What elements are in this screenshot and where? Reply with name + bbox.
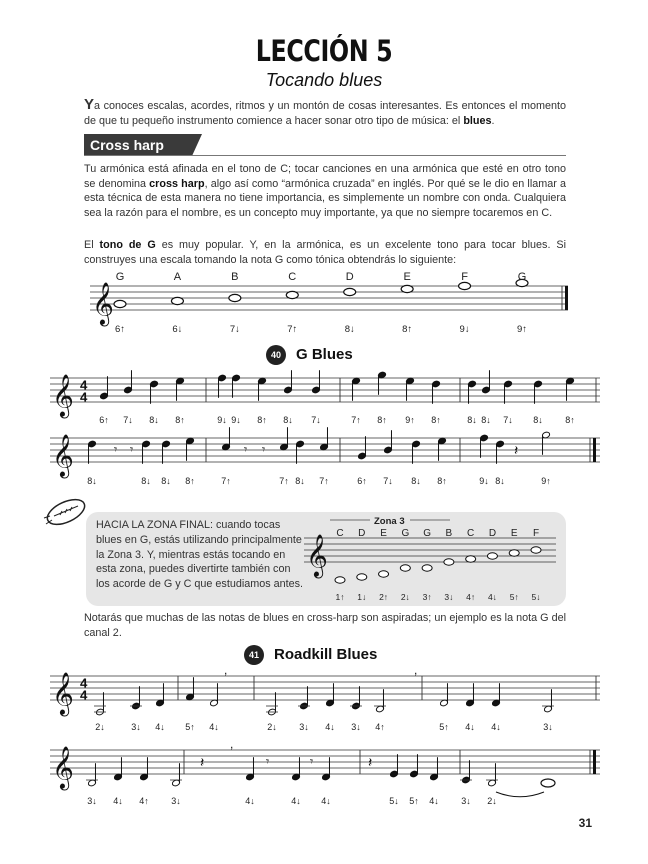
tab-label: 7↓: [123, 415, 133, 425]
page-number: 31: [578, 816, 592, 830]
whole-note: [401, 285, 413, 292]
tab-label: 4↓: [209, 722, 219, 732]
intro-dropcap: Y: [84, 96, 95, 113]
zone-note-name: C: [467, 528, 475, 539]
zone-label: Zona 3: [374, 516, 405, 527]
callout-text: HACIA LA ZONA FINAL: cuando tocas blues en G, estás utilizando principalmente la Zona 3. Y, mientras estás tocando en esta zona, puedes divertirte también con los acorde de G y C que estudiamos antes.: [96, 519, 304, 591]
tab-label: 3↓: [461, 796, 471, 806]
whole-note: [344, 288, 356, 295]
tab-label: 7↑: [287, 324, 298, 335]
time-signature-bottom: 4: [80, 389, 88, 405]
scale-note-name: F: [461, 271, 468, 283]
time-signature-bottom: 4: [80, 687, 88, 703]
whole-note: [286, 291, 298, 298]
intro-bold: blues: [463, 114, 492, 127]
tab-label: 9↓: [479, 476, 489, 486]
tab-label: 8↓: [161, 476, 171, 486]
tab-label: 8↑: [175, 415, 185, 425]
eighth-rest-icon: 𝄾: [266, 754, 270, 769]
time-signature-top: 4: [80, 675, 88, 691]
zone-whole-note: [487, 553, 497, 559]
song-title-roadkill-blues: Roadkill Blues: [274, 646, 378, 663]
eighth-rest-icon: 𝄾: [130, 442, 134, 457]
scale-note-name: G: [517, 271, 527, 283]
tab-label: 7↓: [503, 415, 513, 425]
para2-bold: tono de G: [99, 239, 156, 251]
tab-label: 4↓: [113, 796, 123, 806]
tab-label: 7↓: [383, 476, 393, 486]
scale-note-name: D: [345, 271, 354, 283]
tab-label: 4↑: [139, 796, 149, 806]
treble-clef-icon: 𝄞: [306, 533, 328, 576]
tab-label: 6↑: [114, 324, 126, 335]
eighth-rest-icon: 𝄾: [262, 442, 266, 457]
g-blues-score: [0, 366, 648, 496]
tab-label: 9↑: [541, 476, 551, 486]
tab-label: 4↓: [291, 796, 301, 806]
zone-note-name: C: [336, 528, 344, 539]
final-barline: [565, 286, 568, 310]
scale-note-name: C: [288, 271, 297, 283]
whole-note: [541, 779, 555, 787]
tie-curve: [496, 792, 544, 797]
eighth-rest-icon: 𝄾: [310, 754, 314, 769]
time-signature-top: 4: [80, 377, 88, 393]
whole-note: [459, 282, 471, 289]
scale-note-name: B: [231, 271, 239, 283]
tab-label: 5↓: [389, 796, 399, 806]
tab-label: 8↑: [437, 476, 447, 486]
zone-note-name: B: [445, 528, 453, 539]
tab-label: 6↑: [357, 476, 367, 486]
zone-note-name: E: [380, 528, 387, 539]
zone-note-name: D: [488, 528, 497, 539]
zone-whole-note: [509, 550, 519, 556]
treble-clef-icon: 𝄞: [52, 433, 74, 476]
quarter-rest-icon: 𝄽: [368, 753, 373, 770]
tab-label: 4↓: [325, 722, 335, 732]
tab-label: 3↓: [444, 592, 454, 602]
tab-label: 9↓: [459, 324, 470, 335]
intro-paragraph: [84, 98, 566, 128]
scale-note-name: G: [115, 271, 125, 283]
zone-note-name: F: [532, 528, 540, 539]
tab-label: 8↓: [533, 415, 543, 425]
tab-label: 8↑: [257, 415, 267, 425]
tab-label: 5↑: [509, 592, 519, 602]
zone-3-staff: [300, 514, 562, 606]
tab-label: 8↑: [565, 415, 575, 425]
treble-clef-icon: 𝄞: [52, 671, 74, 714]
tab-label: 4↓: [465, 722, 475, 732]
zone-whole-note: [357, 574, 367, 580]
para2-text-b: es muy popular. Y, en la armónica, es un excelente tono para tocar blues. Si construyes una escala tomando la nota G como tónica obtendrás lo siguiente:: [84, 239, 566, 266]
tab-label: 8↓: [481, 415, 491, 425]
treble-clef-icon: 𝄞: [52, 745, 74, 788]
zone-note-name: G: [401, 528, 410, 539]
tab-label: 5↑: [409, 796, 419, 806]
tab-label: 9↑: [405, 415, 415, 425]
whole-note: [171, 297, 183, 304]
tab-label: 8↓: [141, 476, 151, 486]
zone-whole-note: [379, 571, 389, 577]
tab-label: 7↓: [311, 415, 321, 425]
tab-label: 8↓: [495, 476, 505, 486]
tab-label: 1↑: [335, 592, 345, 602]
zone-note-name: E: [510, 528, 518, 539]
zone-whole-note: [422, 565, 432, 571]
breath-mark-icon: ,: [224, 666, 228, 677]
zone-whole-note: [466, 556, 476, 562]
tab-label: 9↓: [217, 415, 227, 425]
tab-label: 5↑: [185, 722, 195, 732]
tab-label: 2↓: [400, 592, 410, 602]
scale-note-name: E: [403, 271, 411, 283]
section-heading-cross-harp: Cross harp: [84, 134, 192, 156]
tab-label: 8↓: [295, 476, 305, 486]
tab-label: 7↑: [279, 476, 289, 486]
quarter-rest-icon: 𝄽: [514, 441, 519, 458]
tab-label: 4↓: [245, 796, 255, 806]
zone-whole-note: [444, 559, 454, 565]
para1-text-b: , algo así como “armónica cruzada” en inglés. Por qué se le dio en llamar a esta técnica de esta manera no tiene importancia, es simplemente un nombre con onda. Cualquiera sea la razón para el nombre, es un concepto muy importante, ya que no siempre tocaremos en C.: [84, 177, 566, 219]
tab-label: 5↓: [531, 592, 541, 602]
para2-text-a: El: [84, 239, 100, 251]
roadkill-blues-score: [0, 666, 648, 812]
tab-label: 2↓: [267, 722, 277, 732]
song-title-g-blues: G Blues: [296, 346, 353, 363]
tab-label: 3↓: [351, 722, 361, 732]
tab-label: 8↓: [344, 324, 355, 335]
g-scale-staff: [0, 266, 648, 340]
tab-label: 2↓: [487, 796, 497, 806]
tab-label: 8↓: [149, 415, 159, 425]
tab-label: 8↑: [402, 324, 413, 335]
treble-clef-icon: 𝄞: [92, 281, 114, 324]
cross-harp-paragraph: [84, 162, 566, 220]
tab-label: 3↓: [171, 796, 181, 806]
tab-label: 3↓: [131, 722, 141, 732]
tab-label: 8↑: [185, 476, 195, 486]
tab-label: 4↑: [466, 592, 476, 602]
tab-label: 4↓: [155, 722, 165, 732]
tab-label: 8↓: [87, 476, 97, 486]
aspiradas-paragraph: Notarás que muchas de las notas de blues en cross-harp son aspiradas; un ejemplo es la nota G del canal 2.: [84, 612, 566, 639]
song-number-badge: 40: [266, 345, 286, 365]
breath-mark-icon: ,: [230, 737, 234, 751]
tono-g-paragraph: [84, 238, 566, 267]
tab-label: 7↑: [221, 476, 231, 486]
treble-clef-icon: 𝄞: [52, 373, 74, 416]
tab-label: 4↓: [491, 722, 501, 732]
tab-label: 9↑: [516, 324, 528, 335]
tab-label: 4↓: [429, 796, 439, 806]
tab-label: 3↓: [543, 722, 553, 732]
breath-mark-icon: ,: [414, 666, 418, 677]
tab-label: 8↓: [411, 476, 421, 486]
tab-label: 8↓: [283, 415, 293, 425]
quarter-rest-icon: 𝄽: [200, 753, 205, 770]
tab-label: 3↑: [422, 592, 432, 602]
tab-label: 2↑: [379, 592, 389, 602]
tab-label: 9↓: [231, 415, 241, 425]
final-barline: [593, 750, 596, 774]
scale-note-name: A: [173, 271, 182, 283]
para1-bold: cross harp: [149, 177, 205, 190]
tab-label: 1↓: [357, 592, 367, 602]
tab-label: 6↑: [99, 415, 109, 425]
tab-label: 7↑: [351, 415, 361, 425]
zone-whole-note: [335, 577, 345, 583]
final-barline: [593, 438, 596, 462]
tab-label: 6↓: [172, 324, 183, 335]
para1-text-a: Tu armónica está afinada en el tono de C; tocar canciones en una armónica que esté en otro tono se denomina: [84, 163, 566, 190]
zone-whole-note: [531, 547, 541, 553]
tab-label: 3↓: [299, 722, 309, 732]
eighth-rest-icon: 𝄾: [244, 442, 248, 457]
tab-label: 7↑: [319, 476, 329, 486]
section-divider: [84, 155, 566, 156]
tab-label: 8↑: [377, 415, 387, 425]
page-title: LECCIÓN 5: [255, 34, 393, 68]
eighth-rest-icon: 𝄾: [114, 442, 118, 457]
song-number-badge: 41: [244, 645, 264, 665]
tab-label: 4↑: [375, 722, 385, 732]
zone-whole-note: [400, 565, 410, 571]
intro-end: .: [491, 114, 495, 127]
tab-label: 2↓: [95, 722, 105, 732]
zone-note-name: D: [358, 528, 366, 539]
whole-note: [114, 300, 126, 307]
tab-label: 5↑: [439, 722, 449, 732]
zone-note-name: G: [423, 528, 432, 539]
tab-label: 8↓: [467, 415, 477, 425]
tab-label: 8↑: [431, 415, 441, 425]
tab-label: 4↓: [487, 592, 497, 602]
tab-label: 7↓: [229, 324, 240, 335]
whole-note: [229, 294, 241, 301]
football-icon: [40, 494, 90, 530]
intro-text: a conoces escalas, acordes, ritmos y un montón de cosas interesantes. Es entonces el momento de que tu pequeño instrumento comience a hacer sonar otro tipo de música: el: [84, 100, 566, 127]
page-subtitle: Tocando blues: [265, 70, 383, 90]
tab-label: 4↓: [321, 796, 331, 806]
tab-label: 3↓: [87, 796, 97, 806]
